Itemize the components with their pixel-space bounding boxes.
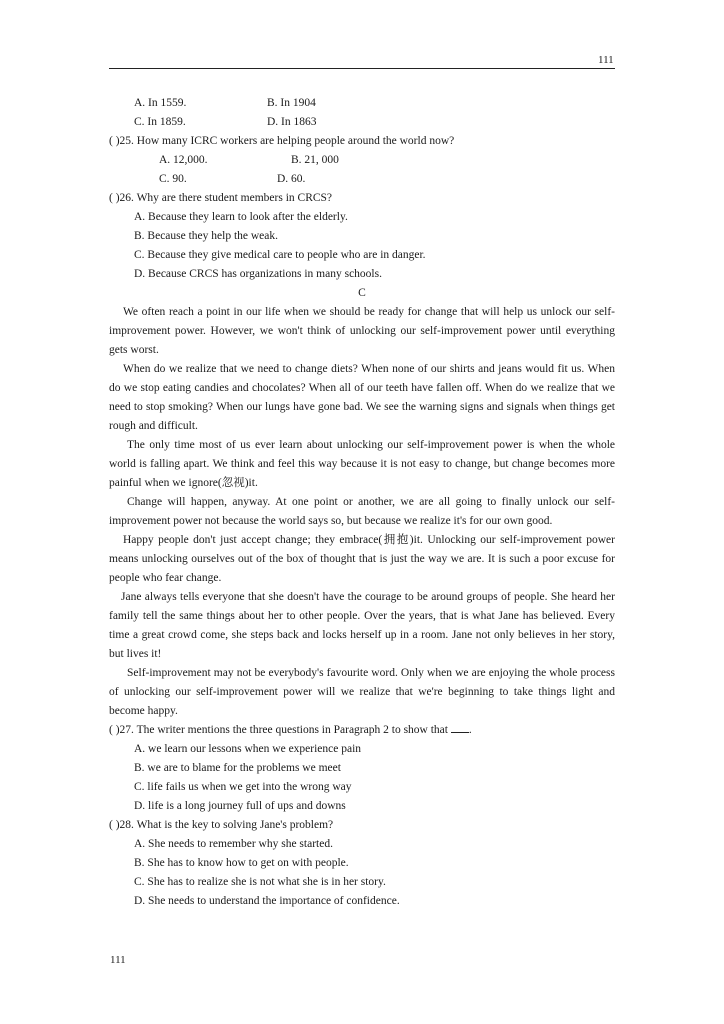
q24-option-d: D. In 1863: [267, 116, 317, 128]
q24-option-a: A. In 1559.: [134, 97, 187, 109]
q28-option-a: A. She needs to remember why she started.: [134, 838, 333, 850]
q24-option-c: C. In 1859.: [134, 116, 186, 128]
q25-options-row-2: [109, 170, 615, 189]
passage-paragraph-1: We often reach a point in our life when we should be ready for change that will help us unlock our self-improvement power. However, we won't think of unlocking our self-improvement power until everything gets worst.: [109, 306, 615, 356]
q26-option-a: A. Because they learn to look after the elderly.: [134, 211, 348, 223]
answer-blank: [451, 722, 469, 733]
q24-options-row-1: [109, 94, 615, 113]
q27-stem: ( )27. The writer mentions the three questions in Paragraph 2 to show that: [109, 724, 448, 736]
q28-stem: ( )28. What is the key to solving Jane's problem?: [109, 819, 334, 831]
q28-option-c: C. She has to realize she is not what she is in her story.: [134, 876, 386, 888]
q28-option-b: B. She has to know how to get on with people.: [134, 857, 349, 869]
q25-stem: ( )25. How many ICRC workers are helping people around the world now?: [109, 135, 455, 147]
q25-options-row-1: [109, 151, 615, 170]
q27-option-b: B. we are to blame for the problems we meet: [134, 762, 341, 774]
passage-paragraph-7: Self-improvement may not be everybody's favourite word. Only when we are enjoying the whole process of unlocking our self-improvement power will we realize that we're beginning to take things light and become happy.: [109, 667, 615, 717]
q25-option-b: B. 21, 000: [291, 154, 339, 166]
q25-option-c: C. 90.: [159, 173, 187, 185]
q27-option-d: D. life is a long journey full of ups and downs: [134, 800, 346, 812]
q27-option-c: C. life fails us when we get into the wrong way: [134, 781, 352, 793]
q27-option-a: A. we learn our lessons when we experience pain: [134, 743, 362, 755]
q24-options-row-2: [109, 113, 615, 132]
q25-option-d: D. 60.: [277, 173, 306, 185]
q27-stem-line: [109, 721, 615, 740]
q24-option-b: B. In 1904: [267, 97, 316, 109]
q26-stem: ( )26. Why are there student members in CRCS?: [109, 192, 333, 204]
passage-paragraph-4: Change will happen, anyway. At one point or another, we are all going to finally unlock our self-improvement power not because the world says so, but because we realize it's for our own good.: [109, 496, 615, 527]
passage-paragraph-3: The only time most of us ever learn about unlocking our self-improvement power is when the whole world is falling apart. We think and feel this way because it is not easy to change, but change becomes more painful when we ignore(忽视)it.: [109, 439, 615, 489]
page-number-top: 111: [598, 54, 614, 66]
page-number-bottom: 111: [110, 954, 126, 966]
q25-option-a: A. 12,000.: [159, 154, 208, 166]
q27-stem-end: .: [468, 724, 472, 736]
header-rule: [109, 68, 615, 69]
q28-option-d: D. She needs to understand the importance of confidence.: [134, 895, 400, 907]
q26-option-b: B. Because they help the weak.: [134, 230, 279, 242]
q26-option-c: C. Because they give medical care to people who are in danger.: [134, 249, 426, 261]
passage-paragraph-2: When do we realize that we need to change diets? When none of our shirts and jeans would fit us. When do we stop eating candies and chocolates? When all of our teeth have fallen off. When do we realize that we need to stop smoking? When our lungs have gone bad. We see the warning signs and signals when things get rough and difficult.: [109, 363, 615, 432]
worksheet-content: [109, 94, 615, 911]
passage-paragraph-6: Jane always tells everyone that she doesn't have the courage to be around groups of people. She heard her family tell the same things about her to other people. Over the years, that is what Jane has believed. Every time a great crowd come, she steps back and locks herself up in a room. Jane not only believes in her story, but lives it!: [109, 591, 615, 660]
passage-paragraph-5: Happy people don't just accept change; they embrace(拥抱)it. Unlocking our self-improvement power means unlocking ourselves out of the box of thought that is just the way we are. It is such a poor excuse for people who fear change.: [109, 534, 615, 584]
section-c-label: C: [358, 287, 366, 299]
q26-option-d: D. Because CRCS has organizations in many schools.: [134, 268, 382, 280]
